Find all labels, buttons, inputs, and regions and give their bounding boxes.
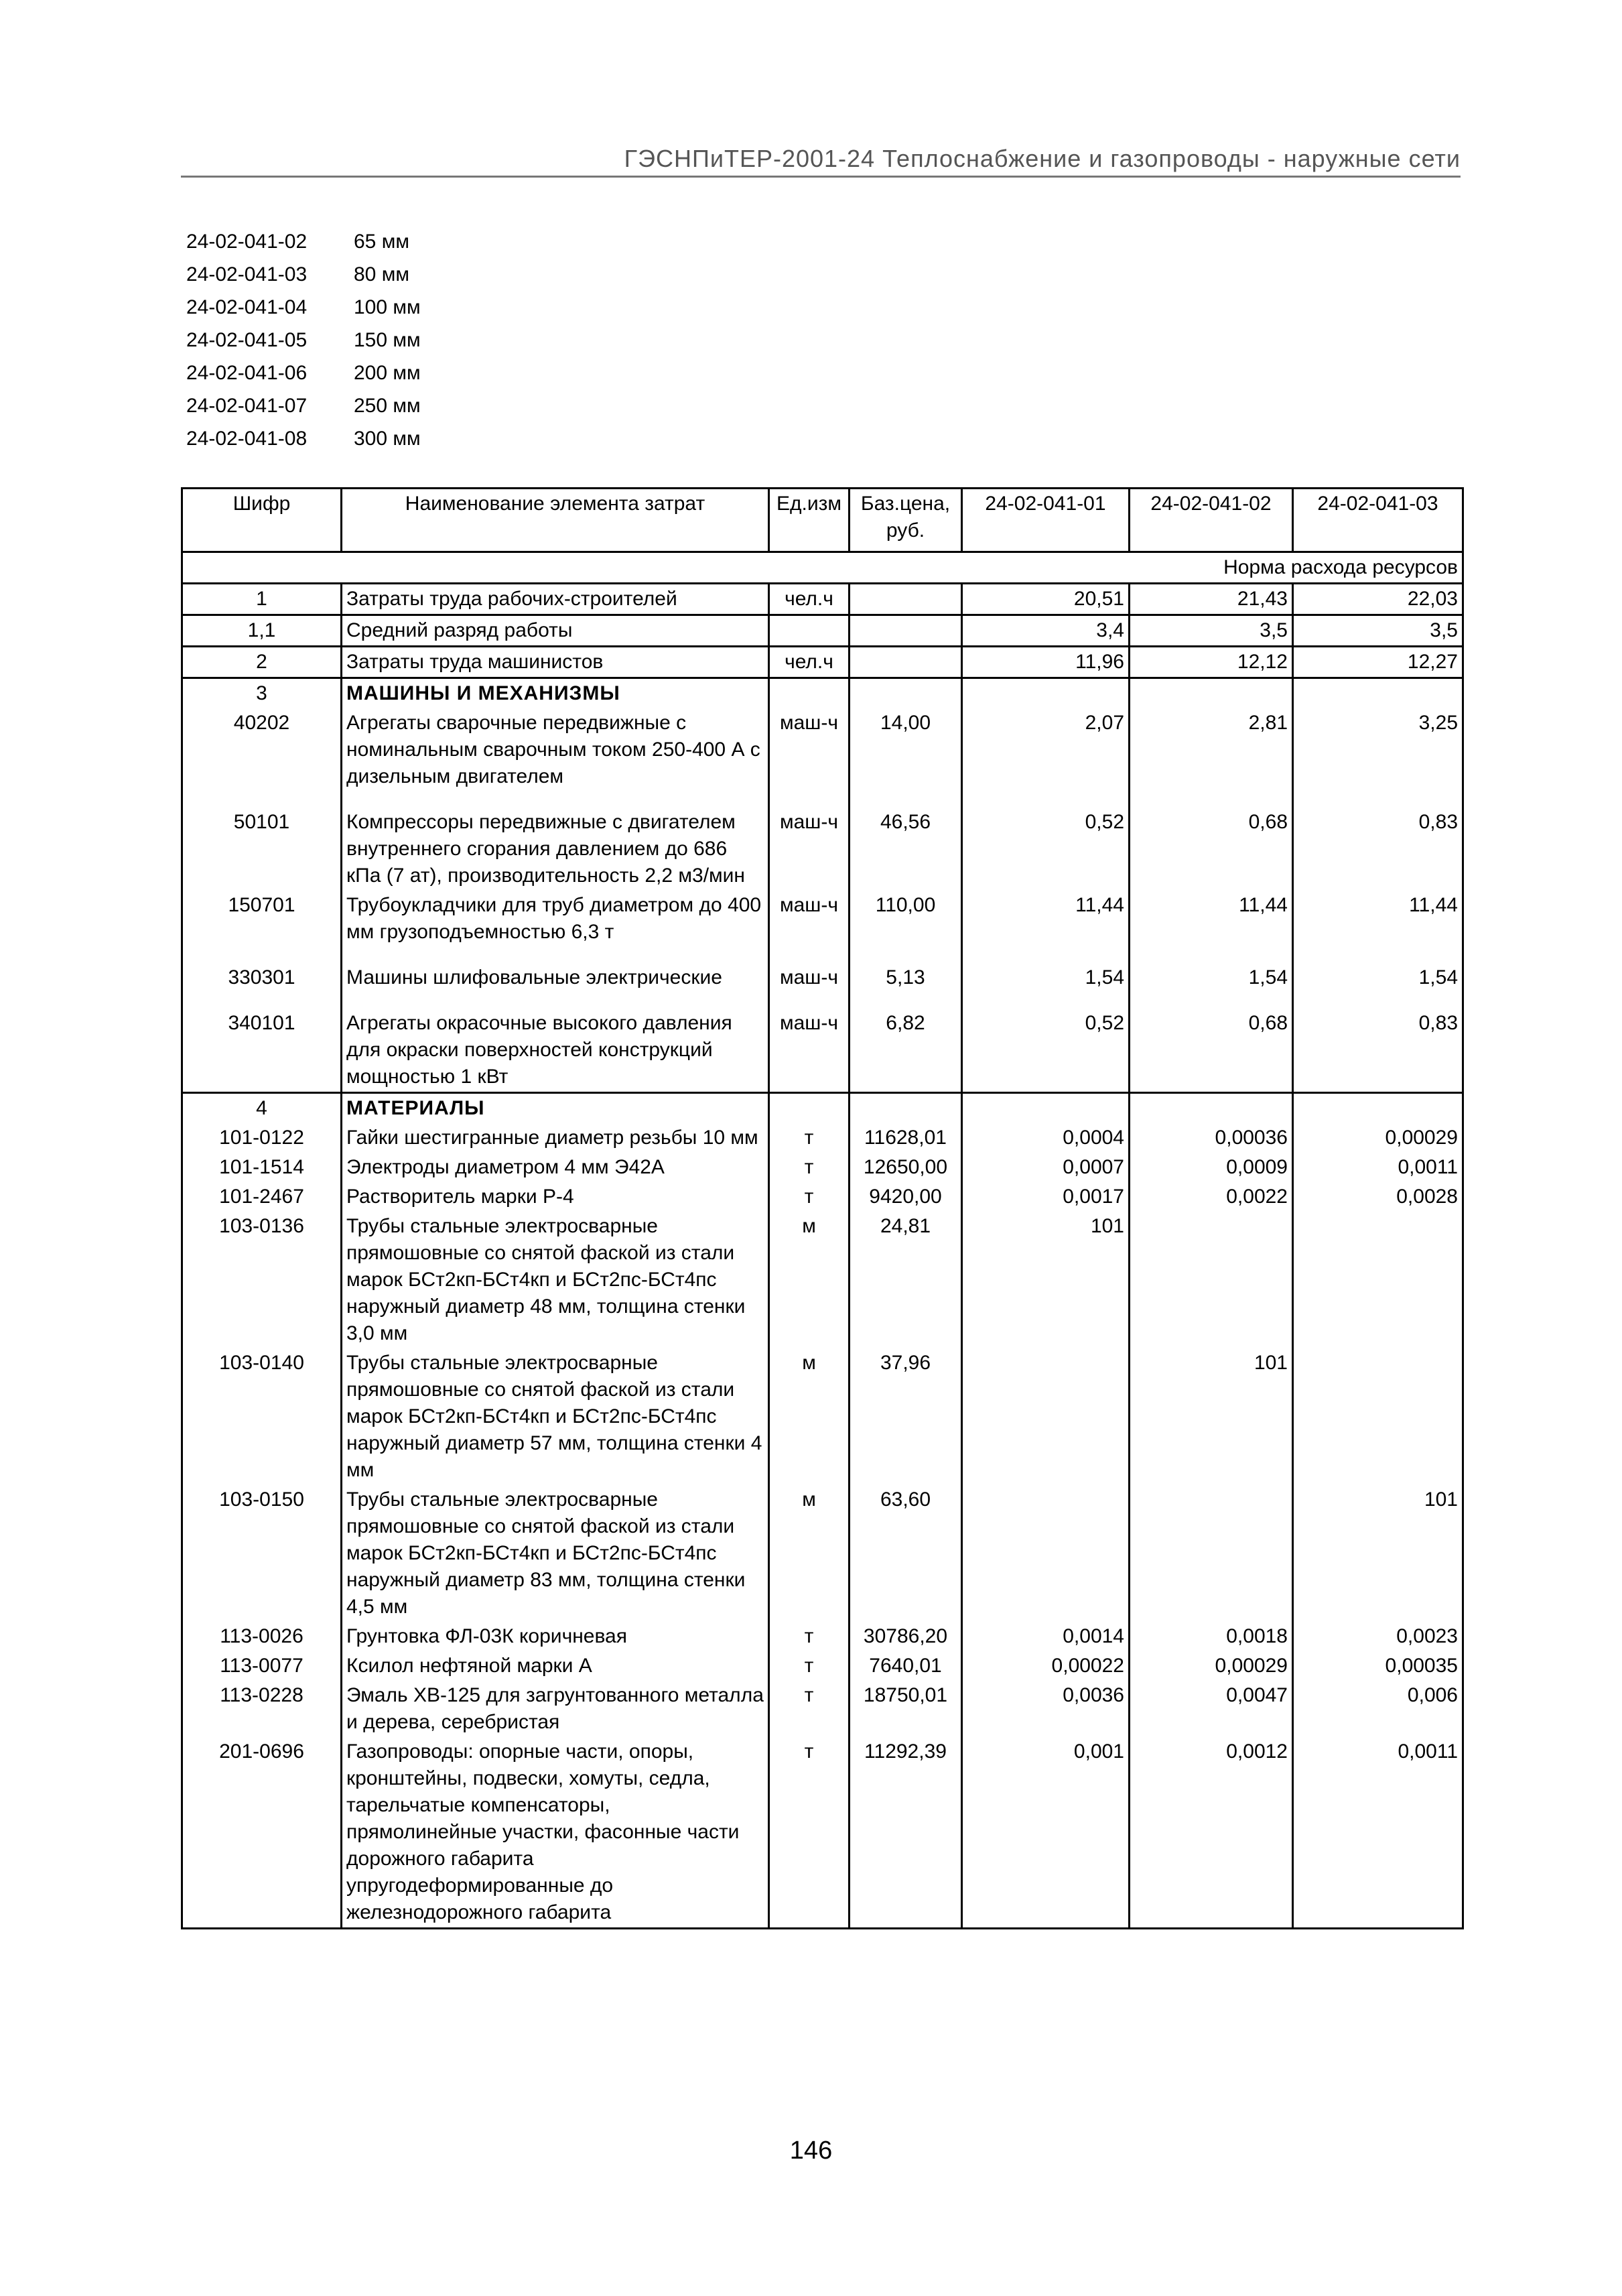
table-row xyxy=(182,1348,1463,1485)
cell-value-2: 11,44 xyxy=(1130,891,1293,963)
cell-code: 113-0077 xyxy=(182,1651,342,1681)
code-diameter: 300 мм xyxy=(354,428,421,450)
cell-value-1: 3,4 xyxy=(962,615,1130,647)
cell-code: 2 xyxy=(182,647,342,678)
cell-price xyxy=(850,678,962,709)
cell-name: Трубы стальные электросварные прямошовные со снятой фаской из стали марок БСт2кп-БСт4кп и БСт2пс-БСт4пс наружный диаметр 57 мм, толщина стенки 4 мм xyxy=(342,1348,769,1485)
col-header-price: Баз.цена, руб. xyxy=(850,489,962,552)
cell-value-3: 3,25 xyxy=(1293,708,1463,808)
cell-price: 7640,01 xyxy=(850,1651,962,1681)
cell-name: Газопроводы: опорные части, опоры, кронштейны, подвески, хомуты, седла, тарельчатые компенсаторы, прямолинейные участки, фасонные части дорожного габарита упругодеформированные до железнодорожного габарита xyxy=(342,1737,769,1929)
cell-price xyxy=(850,1093,962,1124)
cell-price: 11292,39 xyxy=(850,1737,962,1929)
cell-value-2 xyxy=(1130,1212,1293,1348)
cell-unit: м xyxy=(802,1352,816,1374)
cell-unit: маш-ч xyxy=(780,1012,838,1034)
cell-value-2: 1,54 xyxy=(1130,963,1293,1009)
cell-unit: т xyxy=(769,1737,850,1929)
cell-code: 150701 xyxy=(182,891,342,963)
cell-value-2: 0,0022 xyxy=(1130,1182,1293,1212)
cell-value-3: 0,00035 xyxy=(1293,1651,1463,1681)
col-header-24-02-041-03: 24-02-041-03 xyxy=(1293,489,1463,552)
cell-value-3: 1,54 xyxy=(1293,963,1463,1009)
cell-price xyxy=(850,584,962,615)
cell-value-1: 0,0036 xyxy=(962,1681,1130,1737)
cell-code: 40202 xyxy=(182,708,342,808)
cell-value-2: 0,0012 xyxy=(1130,1737,1293,1929)
code-list-item xyxy=(186,258,421,291)
table-row xyxy=(182,808,1463,891)
cell-code: 1 xyxy=(182,584,342,615)
table-row xyxy=(182,647,1463,678)
cell-value-1 xyxy=(962,1485,1130,1622)
table-row xyxy=(182,708,1463,808)
cell-value-2: 0,68 xyxy=(1130,1009,1293,1093)
code-id: 24-02-041-03 xyxy=(186,263,308,285)
col-header-code: Шифр xyxy=(182,489,342,552)
col-header-name: Наименование элемента затрат xyxy=(342,489,769,552)
table-header-row xyxy=(182,489,1463,552)
table-row xyxy=(182,584,1463,615)
cell-value-1 xyxy=(962,1093,1130,1124)
cell-value-1 xyxy=(962,1348,1130,1485)
norm-label: Норма расхода ресурсов xyxy=(182,552,1463,584)
cell-name: Трубоукладчики для труб диаметром до 400 мм грузоподъемностью 6,3 т xyxy=(342,891,769,963)
cell-name: Трубы стальные электросварные прямошовные со снятой фаской из стали марок БСт2кп-БСт4кп и БСт2пс-БСт4пс наружный диаметр 48 мм, толщина стенки 3,0 мм xyxy=(342,1212,769,1348)
cell-value-3: 0,0011 xyxy=(1293,1737,1463,1929)
code-id: 24-02-041-07 xyxy=(186,395,308,417)
cell-price: 110,00 xyxy=(850,891,962,963)
cell-value-3: 0,83 xyxy=(1293,808,1463,891)
col-header-24-02-041-01: 24-02-041-01 xyxy=(962,489,1130,552)
table-row xyxy=(182,1182,1463,1212)
cell-unit xyxy=(769,1093,850,1124)
cell-value-3: 12,27 xyxy=(1293,647,1463,678)
cell-value-3: 11,44 xyxy=(1293,891,1463,963)
cell-value-2: 0,0018 xyxy=(1130,1622,1293,1651)
cell-value-2: 0,0047 xyxy=(1130,1681,1293,1737)
cell-value-1: 11,44 xyxy=(962,891,1130,963)
cell-value-1: 0,0007 xyxy=(962,1153,1130,1182)
cell-unit: маш-ч xyxy=(780,712,838,734)
cell-value-3: 0,00029 xyxy=(1293,1123,1463,1153)
cell-price xyxy=(850,615,962,647)
cell-code: 3 xyxy=(182,678,342,709)
col-header-unit: Ед.изм xyxy=(769,489,850,552)
cell-value-1: 11,96 xyxy=(962,647,1130,678)
table-row xyxy=(182,1622,1463,1651)
cell-unit: т xyxy=(804,1684,814,1706)
cell-value-1: 0,52 xyxy=(962,1009,1130,1093)
table-row xyxy=(182,963,1463,1009)
resource-table xyxy=(181,487,1464,1929)
code-list-item xyxy=(186,422,421,455)
col-header-24-02-041-02: 24-02-041-02 xyxy=(1130,489,1293,552)
cell-value-3: 0,006 xyxy=(1293,1681,1463,1737)
table-row xyxy=(182,1485,1463,1622)
cell-value-2 xyxy=(1130,1485,1293,1622)
cell-name: Грунтовка ФЛ-03К коричневая xyxy=(342,1622,769,1651)
cell-name: Ксилол нефтяной марки А xyxy=(342,1651,769,1681)
cell-value-3: 0,0028 xyxy=(1293,1182,1463,1212)
table-row xyxy=(182,891,1463,963)
cell-code: 4 xyxy=(182,1093,342,1124)
cell-value-2: 101 xyxy=(1130,1348,1293,1485)
cell-price: 30786,20 xyxy=(850,1622,962,1651)
cell-value-2: 2,81 xyxy=(1130,708,1293,808)
cell-name: Агрегаты окрасочные высокого давления для окраски поверхностей конструкций мощностью 1 кВт xyxy=(342,1009,769,1093)
cell-unit: чел.ч xyxy=(769,584,850,615)
code-list-item xyxy=(186,225,421,258)
cell-value-1: 2,07 xyxy=(962,708,1130,808)
cell-value-3 xyxy=(1293,1348,1463,1485)
table-row xyxy=(182,615,1463,647)
cell-price: 46,56 xyxy=(850,808,962,891)
code-id: 24-02-041-02 xyxy=(186,231,308,253)
cell-name: Компрессоры передвижные с двигателем внутреннего сгорания давлением до 686 кПа (7 ат), производительность 2,2 м3/мин xyxy=(342,808,769,891)
cell-name: Агрегаты сварочные передвижные с номинальным сварочным током 250-400 А с дизельным двигателем xyxy=(342,708,769,808)
cell-value-1: 20,51 xyxy=(962,584,1130,615)
cell-price: 24,81 xyxy=(850,1212,962,1348)
cell-name: Затраты труда машинистов xyxy=(342,647,769,678)
cell-value-3: 0,83 xyxy=(1293,1009,1463,1093)
cell-value-2: 21,43 xyxy=(1130,584,1293,615)
section-title: МАТЕРИАЛЫ xyxy=(342,1093,769,1124)
cell-price: 63,60 xyxy=(850,1485,962,1622)
cell-value-1: 0,0017 xyxy=(962,1182,1130,1212)
cell-code: 113-0228 xyxy=(182,1681,342,1737)
cell-unit: т xyxy=(804,1625,814,1647)
code-list-item xyxy=(186,324,421,357)
code-id: 24-02-041-05 xyxy=(186,329,308,351)
cell-price: 9420,00 xyxy=(850,1182,962,1212)
cell-unit: маш-ч xyxy=(780,811,838,833)
cell-price: 18750,01 xyxy=(850,1681,962,1737)
cell-value-2: 3,5 xyxy=(1130,615,1293,647)
cell-value-2 xyxy=(1130,678,1293,709)
cell-value-3: 101 xyxy=(1293,1485,1463,1622)
cell-price: 6,82 xyxy=(850,1009,962,1093)
running-header: ГЭСНПиТЕР-2001-24 Теплоснабжение и газопроводы - наружные сети xyxy=(624,145,1461,172)
code-diameter: 150 мм xyxy=(354,329,421,351)
code-list-item xyxy=(186,357,421,389)
cell-value-1: 0,0014 xyxy=(962,1622,1130,1651)
section-title: МАШИНЫ И МЕХАНИЗМЫ xyxy=(342,678,769,709)
table-row xyxy=(182,1009,1463,1093)
cell-value-3 xyxy=(1293,1093,1463,1124)
cell-code: 103-0136 xyxy=(182,1212,342,1348)
code-diameter: 80 мм xyxy=(354,263,409,285)
table-row xyxy=(182,1651,1463,1681)
cell-value-1: 0,00022 xyxy=(962,1651,1130,1681)
table-row xyxy=(182,1123,1463,1153)
cell-value-1: 1,54 xyxy=(962,963,1130,1009)
cell-value-3 xyxy=(1293,678,1463,709)
page-number: 146 xyxy=(789,2136,833,2165)
cell-price: 14,00 xyxy=(850,708,962,808)
cell-name: Эмаль ХВ-125 для загрунтованного металла и дерева, серебристая xyxy=(342,1681,769,1737)
code-id: 24-02-041-08 xyxy=(186,428,308,450)
cell-value-3: 0,0011 xyxy=(1293,1153,1463,1182)
cell-unit: т xyxy=(804,1186,814,1208)
code-id: 24-02-041-04 xyxy=(186,296,308,318)
table-row xyxy=(182,1212,1463,1348)
cell-price: 11628,01 xyxy=(850,1123,962,1153)
code-diameter: 65 мм xyxy=(354,231,409,253)
cell-value-2: 0,00029 xyxy=(1130,1651,1293,1681)
cell-price: 12650,00 xyxy=(850,1153,962,1182)
cell-value-3 xyxy=(1293,1212,1463,1348)
cell-unit: т xyxy=(804,1127,814,1149)
cell-value-1: 101 xyxy=(962,1212,1130,1348)
cell-name: Трубы стальные электросварные прямошовные со снятой фаской из стали марок БСт2кп-БСт4кп и БСт2пс-БСт4пс наружный диаметр 83 мм, толщина стенки 4,5 мм xyxy=(342,1485,769,1622)
header-rule xyxy=(181,176,1461,178)
cell-value-1: 0,52 xyxy=(962,808,1130,891)
cell-value-2: 0,00036 xyxy=(1130,1123,1293,1153)
code-list xyxy=(186,225,421,455)
cell-code: 340101 xyxy=(182,1009,342,1093)
cell-code: 101-2467 xyxy=(182,1182,342,1212)
cell-code: 101-1514 xyxy=(182,1153,342,1182)
code-diameter: 200 мм xyxy=(354,362,421,384)
section-row-materials xyxy=(182,1093,1463,1124)
cell-code: 113-0026 xyxy=(182,1622,342,1651)
cell-value-3: 0,0023 xyxy=(1293,1622,1463,1651)
cell-code: 330301 xyxy=(182,963,342,1009)
cell-name: Растворитель марки Р-4 xyxy=(342,1182,769,1212)
code-id: 24-02-041-06 xyxy=(186,362,308,384)
code-list-item xyxy=(186,389,421,422)
cell-value-3: 3,5 xyxy=(1293,615,1463,647)
cell-value-3: 22,03 xyxy=(1293,584,1463,615)
cell-unit: маш-ч xyxy=(780,966,838,988)
cell-code: 1,1 xyxy=(182,615,342,647)
cell-name: Машины шлифовальные электрические xyxy=(342,963,769,1009)
cell-value-1: 0,001 xyxy=(962,1737,1130,1929)
cell-unit: чел.ч xyxy=(769,647,850,678)
cell-code: 103-0140 xyxy=(182,1348,342,1485)
section-row-machines xyxy=(182,678,1463,709)
cell-price: 37,96 xyxy=(850,1348,962,1485)
norm-header-row xyxy=(182,552,1463,584)
cell-value-2: 0,0009 xyxy=(1130,1153,1293,1182)
cell-price: 5,13 xyxy=(850,963,962,1009)
code-list-item xyxy=(186,291,421,324)
cell-code: 101-0122 xyxy=(182,1123,342,1153)
cell-unit: т xyxy=(804,1655,814,1677)
cell-value-2: 12,12 xyxy=(1130,647,1293,678)
cell-unit: маш-ч xyxy=(780,894,838,916)
cell-unit xyxy=(769,678,850,709)
cell-code: 201-0696 xyxy=(182,1737,342,1929)
cell-name: Затраты труда рабочих-строителей xyxy=(342,584,769,615)
cell-unit: т xyxy=(804,1156,814,1178)
cell-price xyxy=(850,647,962,678)
cell-name: Электроды диаметром 4 мм Э42А xyxy=(342,1153,769,1182)
cell-code: 50101 xyxy=(182,808,342,891)
table-row xyxy=(182,1153,1463,1182)
cell-name: Средний разряд работы xyxy=(342,615,769,647)
table-row xyxy=(182,1737,1463,1929)
cell-unit: м xyxy=(802,1488,816,1511)
cell-code: 103-0150 xyxy=(182,1485,342,1622)
cell-unit xyxy=(769,615,850,647)
cell-value-2 xyxy=(1130,1093,1293,1124)
cell-value-1: 0,0004 xyxy=(962,1123,1130,1153)
cell-name: Гайки шестигранные диаметр резьбы 10 мм xyxy=(342,1123,769,1153)
cell-value-1 xyxy=(962,678,1130,709)
cell-unit: м xyxy=(802,1215,816,1237)
code-diameter: 250 мм xyxy=(354,395,421,417)
code-diameter: 100 мм xyxy=(354,296,421,318)
cell-value-2: 0,68 xyxy=(1130,808,1293,891)
table-row xyxy=(182,1681,1463,1737)
